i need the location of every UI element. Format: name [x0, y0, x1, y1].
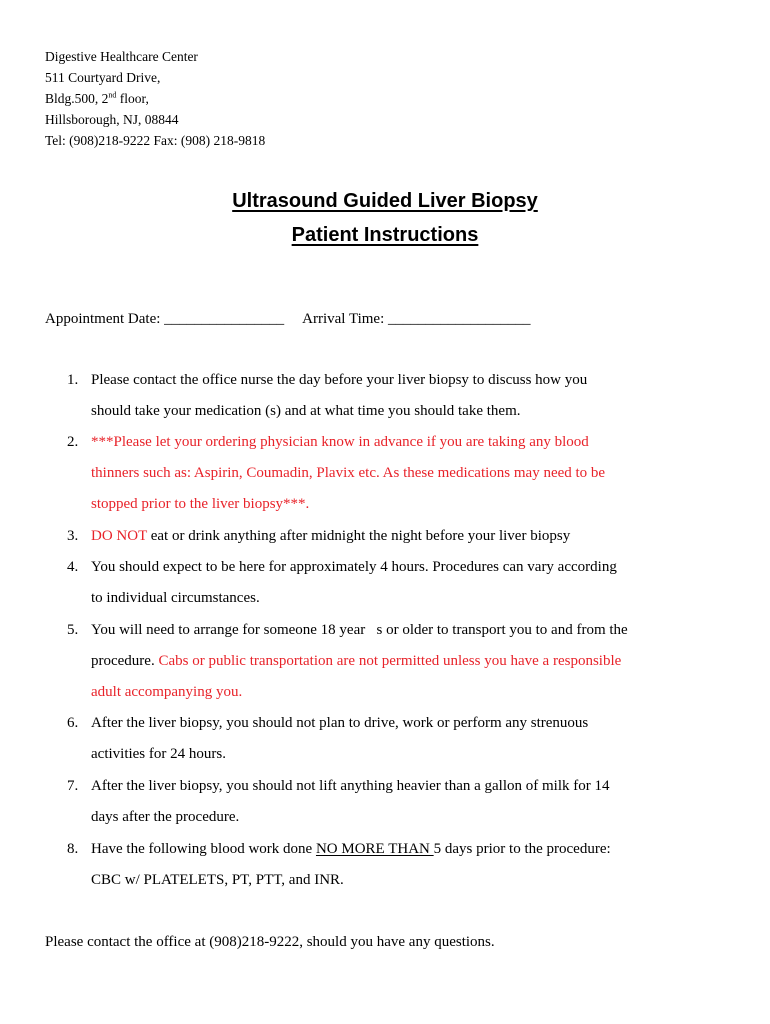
instruction-text: to individual circumstances. — [91, 590, 260, 606]
clinic-city: Hillsborough, NJ, 08844 — [45, 112, 179, 127]
document-subtitle — [0, 222, 770, 248]
instruction-text: Please contact the office nurse the day before your liver biopsy to discuss how you — [91, 372, 588, 388]
instruction-text: eat or drink anything after midnight the night before your liver biopsy — [146, 528, 571, 544]
instruction-text: activities for 24 hours. — [91, 746, 226, 762]
clinic-building-prefix: Bldg.500, 2 — [45, 91, 109, 106]
instruction-number: 6. — [67, 715, 79, 731]
instruction-warning-text: stopped prior to the liver biopsy***. — [91, 496, 310, 512]
instruction-warning-text: DO NOT — [91, 528, 147, 544]
instruction-text: After the liver biopsy, you should not lift anything heavier than a gallon of milk for 14 — [91, 778, 610, 794]
clinic-name: Digestive Healthcare Center — [45, 49, 198, 64]
instruction-text: days after the procedure. — [91, 809, 240, 825]
instruction-warning-text: Cabs or public transportation are not permitted unless you have a responsible — [158, 653, 622, 669]
clinic-building-suffix: floor, — [116, 91, 149, 106]
instruction-text: procedure. — [91, 653, 159, 669]
instruction-text: After the liver biopsy, you should not plan to drive, work or perform any strenuous — [91, 715, 589, 731]
instruction-warning-text: thinners such as: Aspirin, Coumadin, Plavix etc. As these medications may need to be — [91, 465, 606, 481]
instruction-warning-text: adult accompanying you. — [91, 684, 243, 700]
clinic-building — [45, 88, 265, 109]
instruction-text: CBC w/ PLATELETS, PT, PTT, and INR. — [91, 872, 344, 888]
instruction-number: 4. — [67, 559, 79, 575]
document-subtitle-text: Patient Instructions — [291, 224, 479, 246]
instruction-emphasis-text: NO MORE THAN — [315, 841, 434, 857]
clinic-address-block — [45, 46, 265, 151]
instruction-text: You will need to arrange for someone 18 year s or older to transport you to and from the — [91, 622, 628, 638]
instruction-warning-text: ***Please let your ordering physician know in advance if you are taking any blood — [91, 434, 589, 450]
instruction-number: 3. — [67, 528, 79, 544]
arrival-time-field: Arrival Time: ___________________ — [302, 311, 531, 327]
instruction-text: 5 days prior to the procedure: — [433, 841, 611, 857]
instruction-number: 1. — [67, 372, 79, 388]
closing-note: Please contact the office at (908)218-9222, should you have any questions. — [45, 934, 495, 950]
instruction-number: 7. — [67, 778, 79, 794]
appointment-date-field: Appointment Date: ________________ — [45, 311, 285, 327]
document-title — [0, 188, 770, 214]
clinic-street: 511 Courtyard Drive, — [45, 70, 161, 85]
instruction-text: You should expect to be here for approximately 4 hours. Procedures can vary according — [91, 559, 617, 575]
instruction-text: Have the following blood work done — [91, 841, 316, 857]
instruction-number: 2. — [67, 434, 79, 450]
clinic-building-ordinal: nd — [108, 90, 117, 100]
instruction-text: should take your medication (s) and at what time you should take them. — [91, 403, 521, 419]
clinic-phone-fax: Tel: (908)218-9222 Fax: (908) 218-9818 — [45, 133, 266, 148]
instruction-number: 8. — [67, 841, 79, 857]
document-title-text: Ultrasound Guided Liver Biopsy — [232, 190, 538, 212]
appointment-line — [45, 308, 531, 330]
instruction-number: 5. — [67, 622, 79, 638]
